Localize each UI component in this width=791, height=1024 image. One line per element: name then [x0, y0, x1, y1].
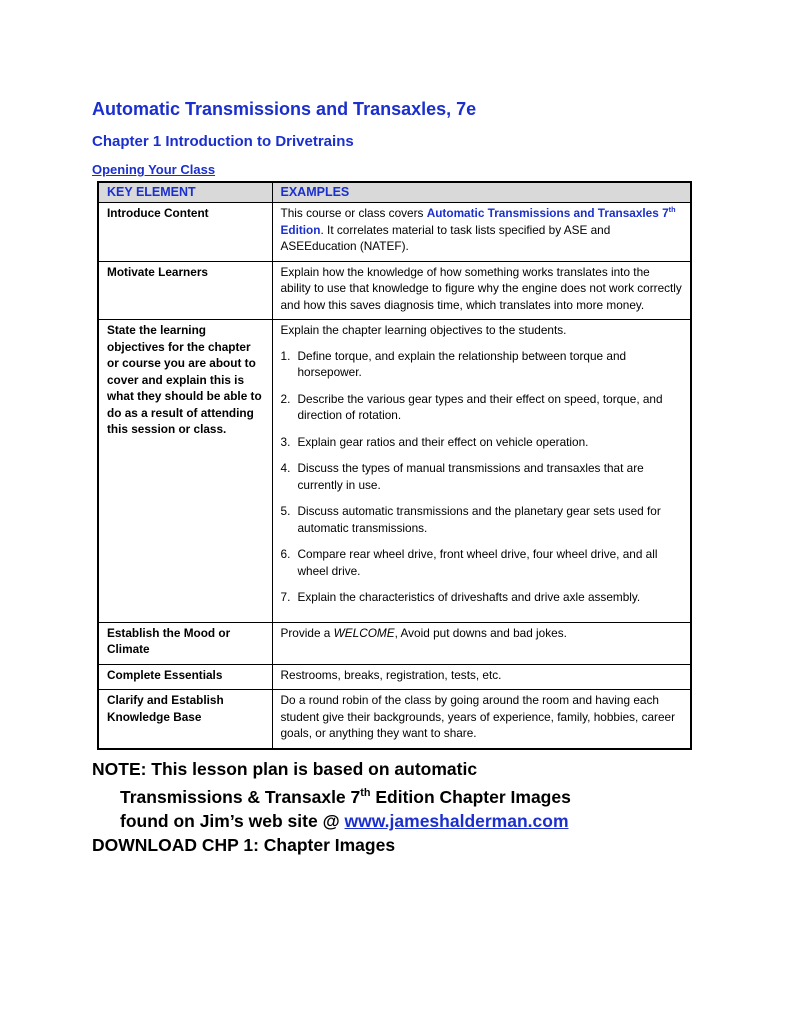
table-row: [98, 261, 691, 320]
examples-cell-clarify-knowledge: Do a round robin of the class by going around the room and having each student give their backgrounds, years of experience, family, hobbies, career goals, or anything they want to share.: [272, 690, 691, 749]
key-cell-clarify-knowledge: Clarify and Establish Knowledge Base: [98, 690, 272, 749]
note-block: [92, 757, 695, 857]
examples-cell-introduce-content: [272, 203, 691, 262]
text-run: , Avoid put downs and bad jokes.: [394, 625, 567, 640]
note-line-1: NOTE: This lesson plan is based on automatic: [92, 758, 478, 779]
key-cell-introduce-content: Introduce Content: [98, 203, 272, 262]
objective-item: Discuss automatic transmissions and the planetary gear sets used for automatic transmissions.: [297, 504, 661, 535]
table-row: [98, 622, 691, 664]
table-row: [98, 664, 691, 690]
key-cell-motivate-learners: Motivate Learners: [98, 261, 272, 320]
welcome-italic-text: WELCOME: [333, 625, 395, 640]
note-line-3: [92, 809, 695, 833]
examples-cell-learning-objectives: [272, 320, 691, 623]
document-title: Automatic Transmissions and Transaxles, 7e: [92, 99, 477, 119]
superscript-th: th: [360, 786, 371, 799]
text-run: This course or class covers: [280, 206, 427, 220]
text-run: Transmissions & Transaxle 7: [120, 786, 361, 807]
superscript-th: th: [668, 205, 676, 215]
objective-item: Explain gear ratios and their effect on vehicle operation.: [297, 434, 589, 449]
text-run: . It correlates material to task lists specified by ASE and ASEEducation (NATEF).: [280, 222, 611, 254]
key-element-header: KEY ELEMENT: [98, 182, 272, 203]
examples-cell-complete-essentials: Restrooms, breaks, registration, tests, etc.: [272, 664, 691, 690]
text-run: Edition Chapter Images: [370, 786, 571, 807]
note-line-4: DOWNLOAD CHP 1: Chapter Images: [92, 834, 396, 855]
table-header-row: [98, 182, 691, 203]
table-row: [98, 690, 691, 749]
opening-your-class-link[interactable]: Opening Your Class: [92, 162, 216, 177]
objectives-list: [281, 348, 683, 606]
objective-item: Compare rear wheel drive, front wheel drive, four wheel drive, and all wheel drive.: [297, 547, 658, 578]
key-cell-establish-mood: Establish the Mood or Climate: [98, 622, 272, 664]
objective-item: Explain the characteristics of driveshafts and drive axle assembly.: [297, 590, 641, 605]
text-run: Provide a: [280, 625, 334, 640]
examples-cell-establish-mood: [272, 622, 691, 664]
book-title-text: Edition: [280, 222, 321, 237]
book-title-text: Automatic Transmissions and Transaxles 7: [426, 206, 669, 220]
lesson-plan-table: [97, 181, 692, 750]
examples-header: EXAMPLES: [272, 182, 691, 203]
key-cell-complete-essentials: Complete Essentials: [98, 664, 272, 690]
table-row: [98, 203, 691, 262]
jameshalderman-link[interactable]: www.jameshalderman.com: [344, 810, 569, 831]
table-row: [98, 320, 691, 623]
chapter-heading: Chapter 1 Introduction to Drivetrains: [92, 133, 354, 150]
examples-cell-motivate-learners: Explain how the knowledge of how something works translates into the ability to use that knowledge to figure why the engine does not work correctly and how this saves diagnosis time, which translates into more money.: [272, 261, 691, 320]
objective-item: Define torque, and explain the relationship between torque and horsepower.: [297, 348, 627, 380]
objective-item: Describe the various gear types and their effect on speed, torque, and direction of rotation.: [297, 391, 663, 423]
objective-item: Discuss the types of manual transmissions and transaxles that are currently in use.: [297, 461, 644, 492]
key-cell-learning-objectives: State the learning objectives for the chapter or course you are about to cover and explain this is what they should be able to do as a result of attending this session or class.: [98, 320, 272, 623]
note-line-2: [92, 781, 695, 809]
text-run: found on Jim’s web site @: [120, 810, 345, 831]
objectives-intro: Explain the chapter learning objectives to the students.: [280, 323, 567, 338]
